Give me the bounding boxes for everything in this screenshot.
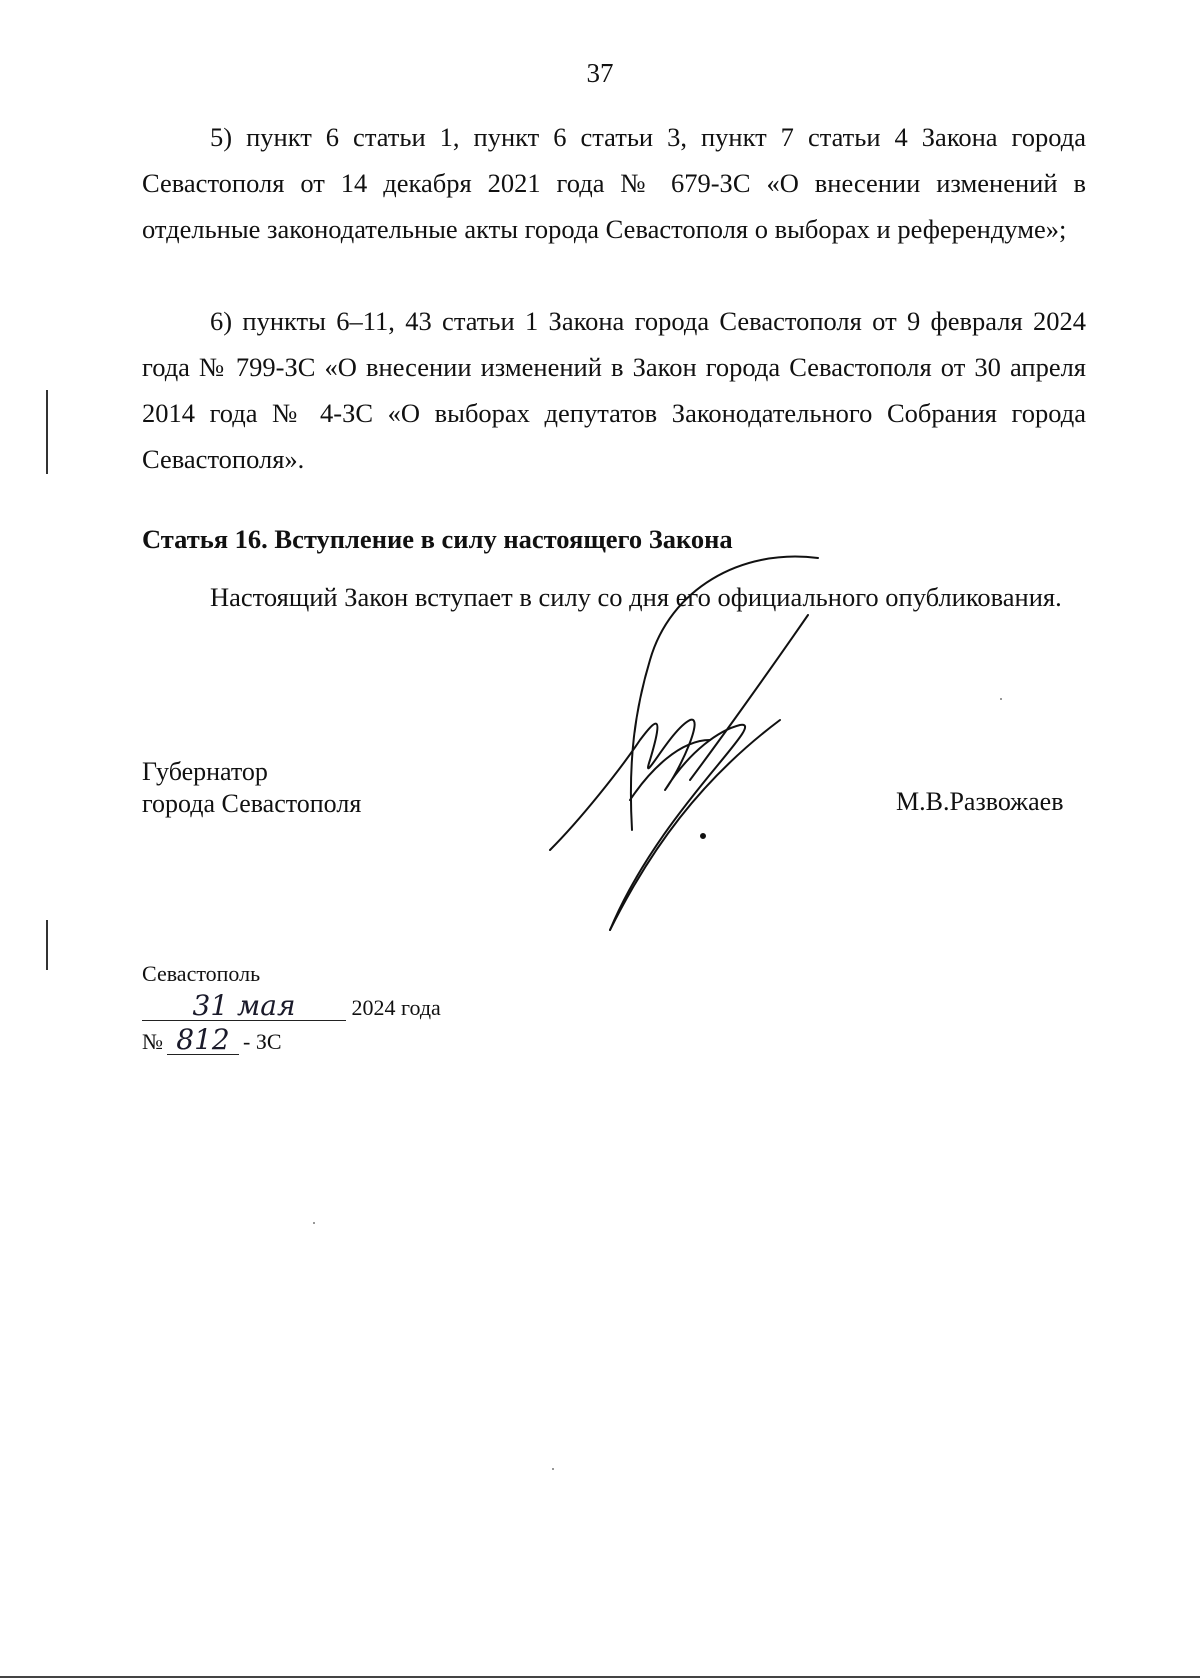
handwritten-signature — [540, 550, 830, 940]
scan-speck — [313, 1222, 315, 1224]
scan-edge-mark — [46, 920, 48, 970]
number-suffix: - ЗС — [243, 1029, 282, 1054]
number-prefix: № — [142, 1029, 163, 1054]
item-5-paragraph: 5) пункт 6 статьи 1, пункт 6 статьи 3, пункт 7 статьи 4 Закона города Севастополя от 14 декабря 2021 года № 679-ЗС «О внесении изменений в отдельные законодательные акты города Севастополя о выборах и референдуме»; — [142, 122, 1086, 244]
scan-bottom-edge — [0, 1676, 1200, 1678]
scan-edge-mark — [46, 390, 48, 474]
place-of-signing: Севастополь — [142, 961, 261, 986]
article-16-heading: Статья 16. Вступление в силу настоящего Закона — [142, 524, 733, 554]
page-number: 37 — [586, 58, 614, 88]
signing-date — [142, 989, 441, 1022]
signer-title-line-1: Губернатор — [142, 757, 268, 786]
law-number — [142, 1023, 282, 1056]
scan-speck — [1000, 698, 1002, 700]
handwritten-number: 812 — [167, 1026, 239, 1055]
signer-title — [142, 756, 361, 820]
article-16-text: Настоящий Закон вступает в силу со дня его официального опубликования. — [210, 582, 1062, 612]
signer-name: М.В.Развожаев — [896, 787, 1064, 816]
handwritten-date: 31 мая — [142, 992, 346, 1021]
scan-speck — [552, 1468, 554, 1470]
date-year: 2024 года — [351, 995, 441, 1020]
signer-title-line-2: города Севастополя — [142, 789, 362, 818]
item-6-paragraph: 6) пункты 6–11, 43 статьи 1 Закона города Севастополя от 9 февраля 2024 года № 799-ЗС «О внесении изменений в Закон города Севастополя от 30 апреля 2014 года № 4-ЗС «О выборах депутатов Законодательного Собрания города Севастополя». — [142, 306, 1086, 474]
